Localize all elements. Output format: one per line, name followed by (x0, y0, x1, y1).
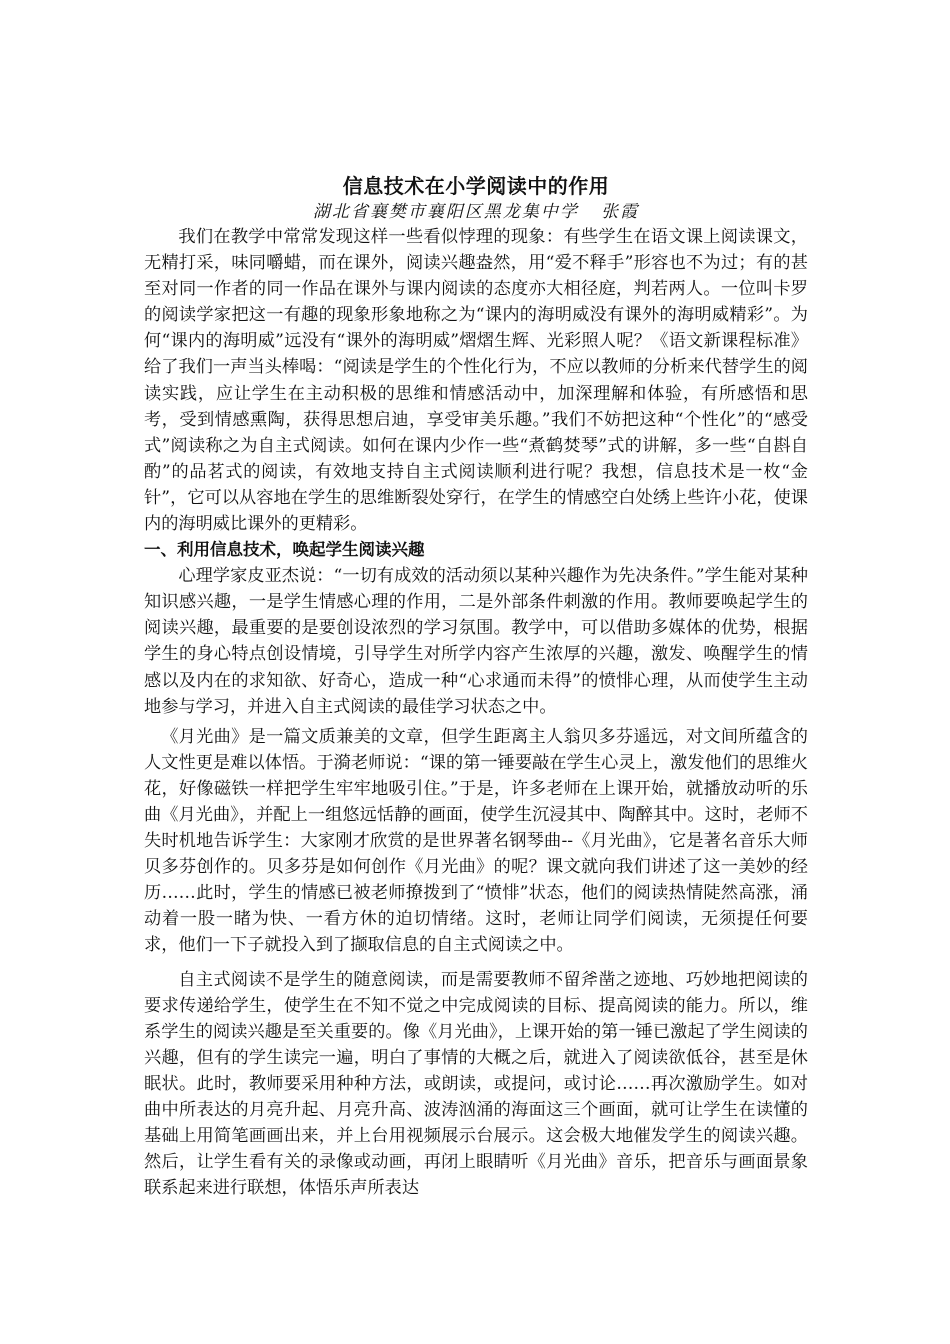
paragraph-interest: 心理学家皮亚杰说：“一切有成效的活动须以某种兴趣作为先决条件。”学生能对某种知识感兴趣，一是学生情感心理的作用，二是外部条件刺激的作用。教师要唤起学生的阅读兴趣，最重要的是要创设浓烈的学习氛围。教学中，可以借助多媒体的优势，根据学生的身心特点创设情境，引导学生对所学内容产生浓厚的兴趣，激发、唤醒学生的情感以及内在的求知欲、好奇心，造成一种“心求通而未得”的愤悱心理，从而使学生主动地参与学习，并进入自主式阅读的最佳学习状态之中。 (144, 566, 808, 717)
paragraph-autonomous-reading: 自主式阅读不是学生的随意阅读，而是需要教师不留斧凿之迹地、巧妙地把阅读的要求传递给学生，使学生在不知不觉之中完成阅读的目标、提高阅读的能力。所以，维系学生的阅读兴趣是至关重要的。像《月光曲》，上课开始的第一锤已激起了学生阅读的兴趣，但有的学生读完一遍，明白了事情的大概之后，就进入了阅读欲低谷，甚至是休眠状。此时，教师要采用种种方法，或朗读，或提问，或讨论……再次激励学生。如对曲中所表达的月亮升起、月亮升高、波涛汹涌的海面这三个画面，就可让学生在读懂的基础上用简笔画画出来，并上台用视频展示台展示。这会极大地催发学生的阅读兴趣。然后，让学生看有关的录像或动画，再闭上眼睛听《月光曲》音乐，把音乐与画面景象联系起来进行联想，体悟乐声所表达 (144, 969, 808, 1199)
document-page (144, 172, 808, 1201)
paragraph-intro: 我们在教学中常常发现这样一些看似悖理的现象：有些学生在语文课上阅读课文，无精打采，味同嚼蜡，而在课外，阅读兴趣盎然，用“爱不释手”形容也不为过；有的甚至对同一作者的同一作品在课外与课内阅读的态度亦大相径庭，判若两人。一位叫卡罗的阅读学家把这一有趣的现象形象地称之为“课内的海明威没有课外的海明威精彩”。为何“课内的海明威”远没有“课外的海明威”熠熠生辉、光彩照人呢？《语文新课程标准》给了我们一声当头棒喝：“阅读是学生的个性化行为，不应以教师的分析来代替学生的阅读实践，应让学生在主动积极的思维和情感活动中，加深理解和体验，有所感悟和思考，受到情感熏陶，获得思想启迪，享受审美乐趣。”我们不妨把这种“个性化”的“感受式”阅读称之为自主式阅读。如何在课内少作一些“煮鹤焚琴”式的讲解，多一些“自斟自酌”的品茗式的阅读，有效地支持自主式阅读顺利进行呢？我想，信息技术是一枚“金针”，它可以从容地在学生的思维断裂处穿行，在学生的情感空白处绣上些许小花，使课内的海明威比课外的更精彩。 (144, 227, 808, 535)
document-title: 信息技术在小学阅读中的作用 (342, 174, 610, 198)
section-heading-1: 一、利用信息技术，唤起学生阅读兴趣 (144, 540, 425, 560)
author-line: 湖北省襄樊市襄阳区黑龙集中学 张霞 (312, 202, 640, 222)
paragraph-moonlight-sonata: 《月光曲》是一篇文质兼美的文章，但学生距离主人翁贝多芬遥远，对文间所蕴含的人文性更是难以体悟。于漪老师说：“课的第一锤要敲在学生心灵上，激发他们的思维火花，好像磁铁一样把学生牢牢地吸引住。”于是，许多老师在上课开始，就播放动听的乐曲《月光曲》，并配上一组悠远恬静的画面，使学生沉浸其中、陶醉其中。这时，老师不失时机地告诉学生：大家刚才欣赏的是世界著名钢琴曲--《月光曲》，它是著名音乐大师贝多芬创作的。贝多芬是如何创作《月光曲》的呢？课文就向我们讲述了这一美妙的经历……此时，学生的情感已被老师撩拨到了“愤悱”状态，他们的阅读热情陡然高涨，涌动着一股一睹为快、一看方休的迫切情绪。这时，老师让同学们阅读，无须提任何要求，他们一下子就投入到了撷取信息的自主式阅读之中。 (144, 726, 808, 956)
